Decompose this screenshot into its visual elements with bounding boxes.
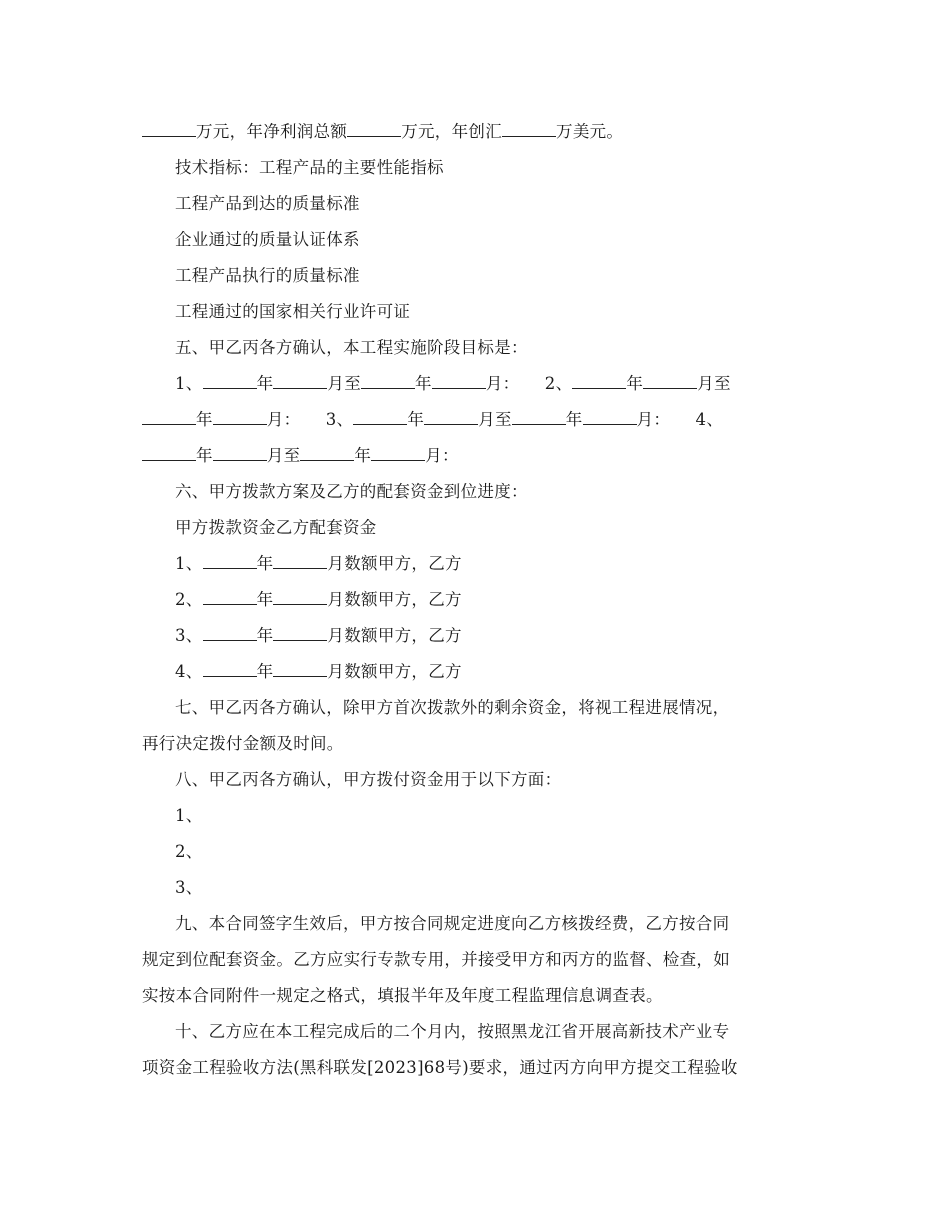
text-line: [142, 114, 802, 150]
fill-in-blank: [273, 553, 327, 569]
fill-in-blank: [213, 409, 267, 425]
text-line: [142, 222, 802, 258]
text-segment: 1、: [175, 554, 203, 573]
text-line: [142, 1014, 802, 1050]
text-segment: 1、: [175, 374, 203, 393]
text-segment: 年: [354, 446, 372, 465]
text-segment: 实按本合同附件一规定之格式，填报半年及年度工程监理信息调查表。: [142, 986, 663, 1005]
text-line: [142, 762, 802, 798]
text-line: [142, 258, 802, 294]
text-line: [142, 870, 802, 906]
text-segment: 月： 4、: [636, 410, 724, 429]
text-line: [142, 546, 802, 582]
text-line: [142, 690, 802, 726]
fill-in-blank: [273, 589, 327, 605]
text-segment: 年: [256, 662, 274, 681]
document-page: [142, 114, 802, 1086]
text-segment: 3、: [175, 626, 203, 645]
text-line: [142, 582, 802, 618]
text-segment: 项资金工程验收方法(黑科联发[2023]68号)要求，通过丙方向甲方提交工程验收: [142, 1058, 738, 1077]
fill-in-blank: [273, 661, 327, 677]
text-segment: 八、甲乙丙各方确认，甲方拨付资金用于以下方面：: [175, 770, 562, 789]
text-line: [142, 330, 802, 366]
text-segment: 月： 3、: [266, 410, 354, 429]
fill-in-blank: [502, 121, 556, 137]
text-segment: 技术指标：工程产品的主要性能指标: [175, 158, 444, 177]
text-segment: 年: [407, 410, 425, 429]
fill-in-blank: [142, 121, 196, 137]
fill-in-blank: [432, 373, 486, 389]
text-line: [142, 906, 802, 942]
fill-in-blank: [512, 409, 566, 425]
text-segment: 月：: [425, 446, 459, 465]
text-line: [142, 942, 802, 978]
text-segment: 月： 2、: [485, 374, 573, 393]
text-segment: 月数额甲方，乙方: [327, 554, 462, 573]
fill-in-blank: [347, 121, 401, 137]
text-segment: 年: [256, 554, 274, 573]
text-segment: 年: [256, 374, 274, 393]
text-segment: 甲方拨款资金乙方配套资金: [175, 518, 377, 537]
fill-in-blank: [142, 445, 196, 461]
text-line: [142, 654, 802, 690]
text-segment: 六、甲方拨款方案及乙方的配套资金到位进度：: [175, 482, 528, 501]
text-line: [142, 510, 802, 546]
text-segment: 规定到位配套资金。乙方应实行专款专用，并接受甲方和丙方的监督、检查，如: [142, 950, 730, 969]
text-segment: 十、乙方应在本工程完成后的二个月内，按照黑龙江省开展高新技术产业专: [175, 1022, 730, 1041]
fill-in-blank: [203, 373, 257, 389]
text-segment: 2、: [175, 842, 203, 861]
text-segment: 工程通过的国家相关行业许可证: [175, 302, 411, 321]
text-segment: 工程产品执行的质量标准: [175, 266, 360, 285]
text-line: [142, 474, 802, 510]
fill-in-blank: [273, 373, 327, 389]
fill-in-blank: [203, 625, 257, 641]
text-segment: 再行决定拨付金额及时间。: [142, 734, 344, 753]
text-segment: 万元，年创汇: [401, 122, 503, 141]
text-segment: 年: [565, 410, 583, 429]
text-line: [142, 1050, 802, 1086]
text-line: [142, 438, 802, 474]
text-line: [142, 366, 802, 402]
fill-in-blank: [300, 445, 354, 461]
text-line: [142, 798, 802, 834]
text-line: [142, 618, 802, 654]
text-segment: 九、本合同签字生效后，甲方按合同规定进度向乙方核拨经费，乙方按合同: [175, 914, 730, 933]
text-line: [142, 726, 802, 762]
text-line: [142, 150, 802, 186]
text-segment: 企业通过的质量认证体系: [175, 230, 360, 249]
text-segment: 月数额甲方，乙方: [327, 626, 462, 645]
text-segment: 工程产品到达的质量标准: [175, 194, 360, 213]
text-segment: 年: [256, 590, 274, 609]
text-segment: 4、: [175, 662, 203, 681]
fill-in-blank: [203, 661, 257, 677]
text-line: [142, 978, 802, 1014]
text-line: [142, 294, 802, 330]
text-segment: 3、: [175, 878, 203, 897]
text-segment: 月至: [697, 374, 731, 393]
text-segment: 年: [196, 410, 213, 429]
text-line: [142, 402, 802, 438]
text-segment: 年: [256, 626, 274, 645]
text-segment: 年: [415, 374, 432, 393]
text-segment: 月至: [327, 374, 362, 393]
text-line: [142, 186, 802, 222]
text-segment: 月数额甲方，乙方: [327, 590, 462, 609]
text-segment: 五、甲乙丙各方确认，本工程实施阶段目标是：: [175, 338, 528, 357]
fill-in-blank: [203, 589, 257, 605]
text-segment: 1、: [175, 806, 203, 825]
fill-in-blank: [353, 409, 407, 425]
text-segment: 万美元。: [556, 122, 624, 141]
text-segment: 七、甲乙丙各方确认，除甲方首次拨款外的剩余资金，将视工程进展情况，: [175, 698, 730, 717]
fill-in-blank: [583, 409, 637, 425]
text-line: [142, 834, 802, 870]
text-segment: 年: [196, 446, 213, 465]
fill-in-blank: [361, 373, 415, 389]
fill-in-blank: [142, 409, 196, 425]
text-segment: 2、: [175, 590, 203, 609]
fill-in-blank: [273, 625, 327, 641]
text-segment: 月数额甲方，乙方: [327, 662, 462, 681]
fill-in-blank: [203, 553, 257, 569]
fill-in-blank: [572, 373, 626, 389]
fill-in-blank: [213, 445, 267, 461]
text-segment: 月至: [478, 410, 512, 429]
fill-in-blank: [424, 409, 478, 425]
text-segment: 年: [626, 374, 644, 393]
fill-in-blank: [371, 445, 425, 461]
text-segment: 月至: [266, 446, 301, 465]
text-segment: 万元，年净利润总额: [196, 122, 348, 141]
fill-in-blank: [643, 373, 697, 389]
